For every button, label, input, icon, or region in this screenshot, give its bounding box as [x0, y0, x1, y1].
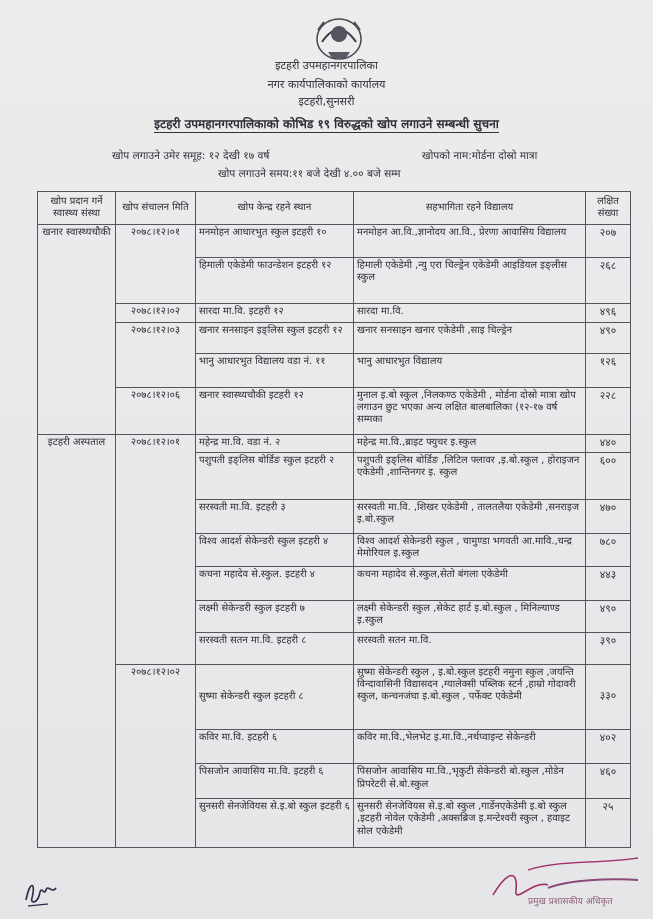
schools-cell: महेन्द्र मा.वि.,ब्राइट फ्युचर इ.स्कुल	[354, 434, 586, 452]
notice-title-text: इटहरी उपमहानगरपालिकाको कोभिड १९ विरुद्धको खोप लगाउने सम्बन्धी सुचना	[154, 117, 499, 131]
header-org: खोप प्रदान गर्ने स्वास्थ्य संस्था	[38, 192, 116, 225]
center-cell: खनार सनसाइन इङ्लिस स्कुल इटहरी १२	[196, 322, 354, 354]
center-cell: सरस्वती मा.वि. इटहरी ३	[196, 499, 354, 533]
schools-cell: कविर मा.वि.,भेलभेट इ.मा.वि.,नर्थप्वाइन्ट सेकेन्डरी	[354, 729, 586, 764]
date-cell: २०७८।१२।०३	[116, 322, 196, 387]
center-cell: मनमोहन आधारभुत स्कुल इटहरी १०	[196, 225, 354, 258]
schools-cell: भानु आधारभुत विद्यालय	[354, 354, 586, 388]
schools-cell: पिसजोन आवासिय मा.वि.,भृकुटी सेकेन्डरी बो.स्कुल ,मोडेन प्रिपरेटरी से.बो.स्कुल	[354, 764, 586, 799]
target-cell: १२६	[586, 354, 631, 388]
target-cell: २६८	[586, 257, 631, 304]
schools-cell: मनमोहन आ.वि.,ज्ञानोदय आ.वि., प्रेरणा आवासिय विद्यालय	[354, 225, 586, 258]
schools-cell: विश्व आदर्श सेकेन्डरी स्कुल , चामुण्डा भगवती आ.मावि.,चन्द्र मेमोरियल इ.स्कुल	[354, 533, 586, 567]
table-row	[38, 387, 631, 434]
center-cell: लक्ष्मी सेकेन्डरी स्कुल इटहरी ७	[196, 600, 354, 633]
table-row	[38, 434, 631, 452]
org-khanar: खनार स्वास्थ्यचौकी	[38, 225, 116, 435]
target-cell: ४७०	[586, 499, 631, 533]
target-cell: २२८	[586, 387, 631, 434]
center-cell: भानु आधारभुत विद्यालय वडा नं. ११	[196, 354, 354, 388]
header-target: लक्षित संख्या	[586, 192, 631, 225]
org-itahari-hospital: इटहरी अस्पताल	[38, 434, 116, 847]
center-cell: खनार स्वास्थ्यचौकी इटहरी १२	[196, 387, 354, 434]
target-cell: २०७	[586, 225, 631, 258]
schools-cell: कचना महादेव से.स्कुल,सेतो बंगला एकेडेमी	[354, 567, 586, 601]
schools-cell: पशुपती इङ्लिस बोर्डिङ ,लिटिल फ्लावर ,इ.बो.स्कुल , होराइजन एकेडेमी ,शान्तिनगर इ. स्कुल	[354, 453, 586, 500]
table-row	[38, 225, 631, 258]
schools-cell: सरस्वती सतन मा.वि.	[354, 633, 586, 665]
notice-title	[0, 115, 653, 132]
vaccination-time-info: खोप लगाउने समय:११ बजे देखी ४.०० बजे सम्म	[218, 168, 401, 180]
vaccine-name-info: खोपको नाम:मोर्डना दोस्रो मात्रा	[422, 150, 538, 162]
target-cell: २५	[586, 799, 631, 848]
target-cell: ३३०	[586, 664, 631, 729]
office-location: इटहरी,सुनसरी	[298, 95, 355, 108]
table-row	[38, 322, 631, 354]
schools-cell: सारदा मा.वि.	[354, 304, 586, 322]
center-cell: हिमाली एकेडेमी फाउन्डेशन इटहरी १२	[196, 257, 354, 304]
date-cell: २०७८।१२।०१	[116, 225, 196, 304]
target-cell: ४४०	[586, 434, 631, 452]
table-row	[38, 304, 631, 322]
center-cell: सारदा मा.वि. इटहरी १२	[196, 304, 354, 322]
center-cell: कचना महादेव से.स्कुल. इटहरी ४	[196, 567, 354, 601]
center-cell: विश्व आदर्श सेकेन्डरी स्कुल इटहरी ४	[196, 533, 354, 567]
center-cell: पिसजोन आवासिय मा.वि. इटहरी ६	[196, 764, 354, 799]
target-cell: ४९०	[586, 600, 631, 633]
table-row	[38, 664, 631, 729]
target-cell: ४६०	[586, 764, 631, 799]
date-cell: २०७८।१२।०१	[116, 434, 196, 664]
target-cell: ६००	[586, 453, 631, 500]
schools-cell: खनार सनसाइन खनार एकेडेमी ,साइ चिल्ड्रेन	[354, 322, 586, 354]
nepal-emblem-icon	[308, 12, 370, 62]
center-cell: सुष्मा सेकेन्डरी स्कुल इटहरी ८	[196, 664, 354, 729]
header-center: खोप केन्द्र रहने स्थान	[196, 192, 354, 225]
header-date: खोप संचालन मिति	[116, 192, 196, 225]
schools-cell: सुष्मा सेकेन्डरी स्कुल , इ.बो.स्कुल इटहरी नमुना स्कुल ,जयन्ति विन्दावासिनी विद्यासदन ,ग्यालेक्सी पब्लिक स्टर्न ,हाम्रो गोदावरी स्कुल, कन्चनजंघा इ.बो.स्कुल , पर्फेक्ट एकेडेमी	[354, 664, 586, 729]
center-cell: महेन्द्र मा.वि. वडा नं. २	[196, 434, 354, 452]
date-cell: २०७८।१२।०२	[116, 664, 196, 847]
center-cell: सरस्वती सतन मा.वि. इटहरी ८	[196, 633, 354, 665]
initials-signature-icon	[22, 870, 70, 910]
target-cell: ७८०	[586, 533, 631, 567]
target-cell: ३९०	[586, 633, 631, 665]
office-name: नगर कार्यपालिकाको कार्यालय	[267, 78, 386, 91]
date-cell: २०७८।१२।०२	[116, 304, 196, 322]
target-cell: ४०२	[586, 729, 631, 764]
header-schools: सहभागिता रहने विद्यालय	[354, 192, 586, 225]
schools-cell: हिमाली एकेडेमी ,न्यु एरा चिल्ड्रेन एकेडेमी आइडियल इङ्लीस स्कुल	[354, 257, 586, 304]
schools-cell: मुनाल इ.बो स्कुल ,निलकण्ठ एकेडेमी , मोर्डना दोस्रो मात्रा खोप लगाउन छुट भएका अन्य लक्षित बालबालिका (१२-१७ वर्ष सम्मका	[354, 387, 586, 434]
table-header-row	[38, 192, 631, 225]
municipality-name: इटहरी उपमहानगरपालिका	[275, 59, 378, 72]
officer-designation: प्रमुख प्रशासकीय अधिकृत	[528, 897, 613, 907]
target-cell: ४९६	[586, 304, 631, 322]
age-group-info: खोप लगाउने उमेर समूह: १२ देखी १७ वर्ष	[112, 150, 270, 162]
schools-cell: सुनसरी सेनजेवियस से.इ.बो स्कुल ,गार्डेनएकेडेमी इ.बो स्कुल ,इटहरी नोवेल एकेडेमी ,अक्सब्रिज इ.मन्टेश्वरी स्कुल , हवाइट सोल एकेडेमी	[354, 799, 586, 848]
center-cell: कविर मा.वि. इटहरी ६	[196, 729, 354, 764]
date-cell: २०७८।१२।०६	[116, 387, 196, 434]
center-cell: सुनसरी सेनजेवियस से.इ.बो स्कुल इटहरी ६	[196, 799, 354, 848]
vaccination-schedule-table	[37, 191, 631, 848]
target-cell: ४४३	[586, 567, 631, 601]
schools-cell: सरस्वती मा.वि. ,शिखर एकेडेमी , तालतलैया एकेडेमी ,सनराइज इ.बो.स्कुल	[354, 499, 586, 533]
schools-cell: लक्ष्मी सेकेन्डरी स्कुल ,सेकेट हार्ट इ.बो.स्कुल , मिनिल्याण्ड इ.स्कुल	[354, 600, 586, 633]
target-cell: ४९०	[586, 322, 631, 354]
center-cell: पशुपती इङ्लिस बोर्डिङ स्कुल इटहरी २	[196, 453, 354, 500]
